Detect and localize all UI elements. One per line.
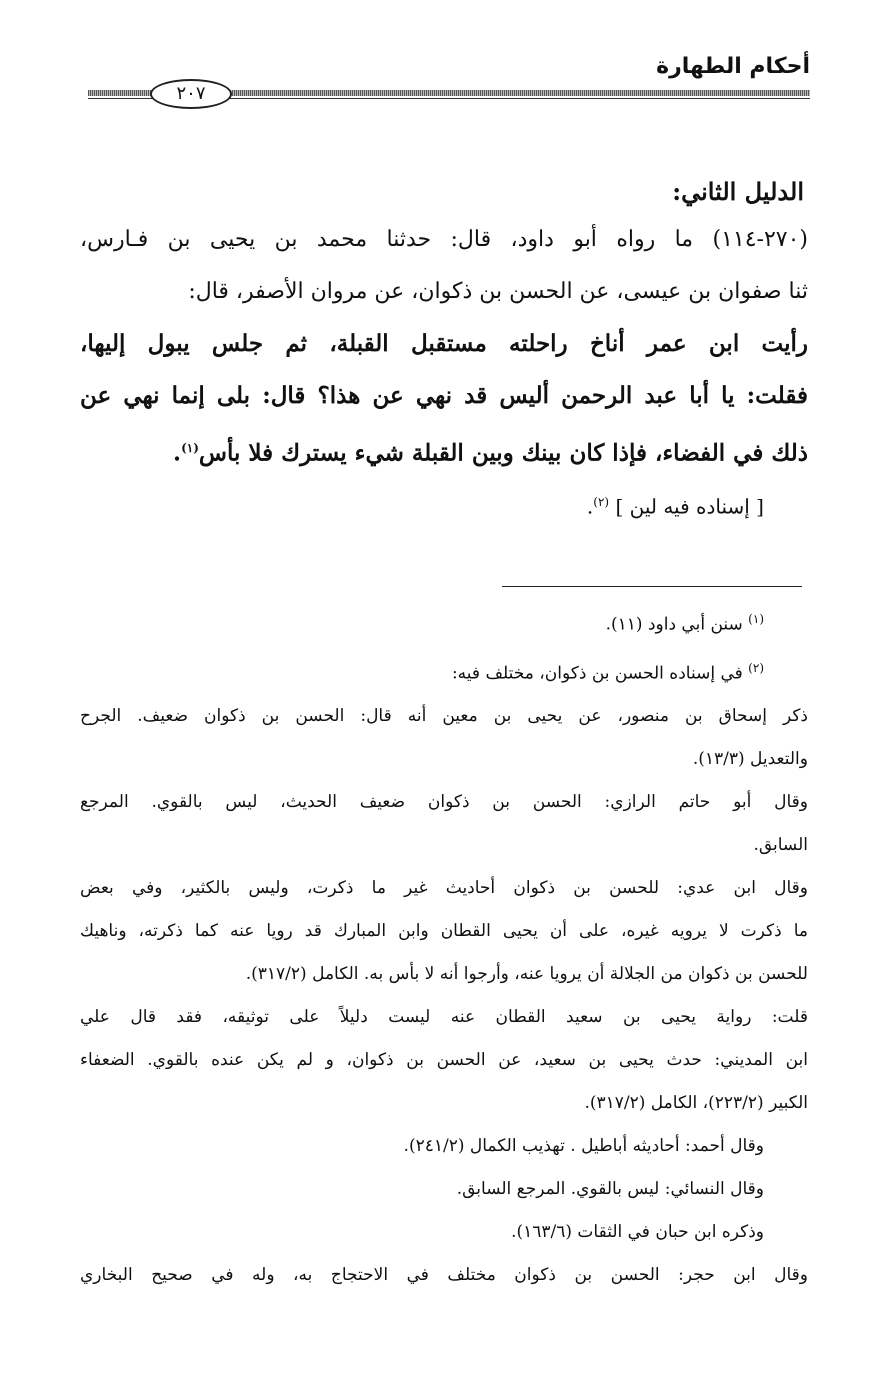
hadith-grade: [ إسناده فيه لين ] $^{(٢)}$. <box>586 494 764 519</box>
footnote-ref-1: (١) <box>181 441 199 455</box>
isnad-line-2: ثنا صفوان بن عيسى، عن الحسن بن ذكوان، عن مروان الأصفر، قال: <box>188 279 808 304</box>
section-heading: الدليل الثاني: <box>672 177 804 206</box>
footnote-line: قلت: رواية يحيى بن سعيد القطان عنه ليست دليلاً على توثيقه، فقد قال علي <box>80 1007 808 1028</box>
footnotes <box>80 598 808 1297</box>
footnote-line: السابق. <box>753 835 808 856</box>
footnote-separator <box>502 586 802 587</box>
grade-text: [ إسناده فيه لين ] <box>615 494 764 519</box>
hadith-line-3: ذلك في الفضاء، فإذا كان بينك وبين القبلة شيء يسترك فلا بأس$^{(١)}$. <box>173 439 808 467</box>
footnote-line: وقال ابن حجر: الحسن بن ذكوان مختلف في الاحتجاج به، وله في صحيح البخاري <box>80 1265 808 1286</box>
footnote-line: وقال أبو حاتم الرازي: الحسن بن ذكوان ضعيف الحديث، ليس بالقوي. المرجع <box>80 792 808 813</box>
footnote-2 <box>80 647 808 696</box>
footnote-ref-2: (٢) <box>593 494 610 509</box>
footnote-line: ابن المديني: حدث يحيى بن سعيد، عن الحسن بن ذكوان، و لم يكن عنده بالقوي. الضعفاء <box>80 1050 808 1071</box>
footnote-line: وقال النسائي: ليس بالقوي. المرجع السابق. <box>456 1179 764 1200</box>
book-title: أحكام الطهارة <box>656 54 810 79</box>
footnote-line: والتعديل (١٣/٣). <box>692 749 808 770</box>
page-number: ٢٠٧ <box>150 79 232 109</box>
footnote-1 <box>80 598 808 647</box>
footnote-line: ذكر إسحاق بن منصور، عن يحيى بن معين أنه قال: الحسن بن ذكوان ضعيف. الجرح <box>80 706 808 727</box>
footnote-line: وقال أحمد: أحاديثه أباطيل . تهذيب الكمال (٢٤١/٢). <box>403 1136 764 1157</box>
footnote-line: للحسن بن ذكوان من الجلالة أن يرويا عنه، وأرجوا أنه لا بأس به. الكامل (٣١٧/٢). <box>245 964 808 985</box>
footnote-1-text: سنن أبي داود (١١). <box>605 614 743 635</box>
footnote-line: وقال ابن عدي: للحسن بن ذكوان أحاديث غير ما ذكرت، وليس بالكثير، وفي بعض <box>80 878 808 899</box>
hadith-line-2: فقلت: يا أبا عبد الرحمن أليس قد نهي عن هذا؟ قال: بلى إنما نهي عن <box>80 382 808 409</box>
hadith-line-3-text: ذلك في الفضاء، فإذا كان بينك وبين القبلة شيء يسترك فلا بأس <box>198 439 808 467</box>
footnote-line: وذكره ابن حبان في الثقات (١٦٣/٦). <box>511 1222 764 1243</box>
hadith-line-1: رأيت ابن عمر أناخ راحلته مستقبل القبلة، ثم جلس يبول إليها، <box>80 330 808 357</box>
footnote-2-number: (٢) <box>748 660 764 675</box>
footnote-line: الكبير (٢٢٣/٢)، الكامل (٣١٧/٢). <box>584 1093 808 1114</box>
footnote-1-number: (١) <box>748 612 764 626</box>
isnad-line-1: (٢٧٠-١١٤) ما رواه أبو داود، قال: حدثنا محمد بن يحيى بن فـارس، <box>80 227 808 252</box>
page-header <box>88 54 810 110</box>
footnote-2-text: في إسناده الحسن بن ذكوان، مختلف فيه: <box>451 663 743 684</box>
footnote-line: ما ذكرت لا يرويه غيره، على أن يحيى القطان وابن المبارك قد رويا عنه كما ذكرته، وناهيك <box>80 921 808 942</box>
main-text <box>80 170 808 528</box>
